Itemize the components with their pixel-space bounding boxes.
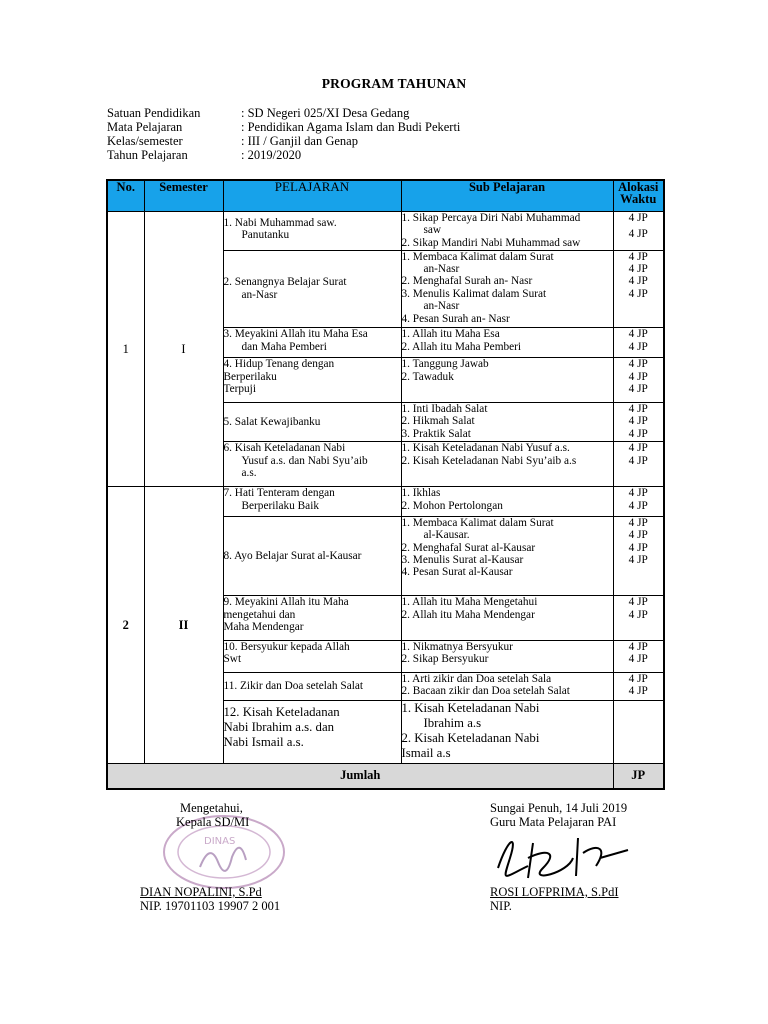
sub-line: 1. Allah itu Maha Esa xyxy=(401,328,500,341)
sub-cell xyxy=(401,212,613,251)
header-no: No. xyxy=(107,180,144,212)
group-semester: II xyxy=(144,487,223,763)
sub-line: an-Nasr xyxy=(423,262,460,275)
sub-line: Ismail a.s xyxy=(401,746,451,761)
group-number: 2 xyxy=(107,487,144,763)
lesson-line: Nabi Ismail a.s. xyxy=(223,735,304,750)
jp-value: 4 JP xyxy=(628,487,648,500)
sub-cell xyxy=(401,328,613,358)
sub-cell xyxy=(401,640,613,672)
lesson-line: Yusuf a.s. dan Nabi Syu’aib xyxy=(241,454,368,467)
jp-value: 4 JP xyxy=(628,287,648,300)
info-label: Satuan Pendidikan xyxy=(107,106,201,120)
sig-right-line2: Guru Mata Pelajaran PAI xyxy=(490,815,617,829)
jp-value: 4 JP xyxy=(628,608,648,621)
lesson-cell xyxy=(223,640,401,672)
sub-line: 2. Allah itu Maha Mendengar xyxy=(401,608,535,621)
jp-value: 4 JP xyxy=(628,275,648,288)
lesson-line: 11. Zikir dan Doa setelah Salat xyxy=(223,680,363,693)
lesson-cell xyxy=(223,516,401,596)
lesson-line: 6. Kisah Keteladanan Nabi xyxy=(223,442,346,455)
sig-left-name: DIAN NOPALINI, S.Pd xyxy=(140,885,262,899)
sub-line: al-Kausar. xyxy=(423,529,470,542)
lesson-cell xyxy=(223,701,401,764)
jp-value: 4 JP xyxy=(628,250,648,263)
jp-value: 4 JP xyxy=(628,553,648,566)
sig-left-line1: Mengetahui, xyxy=(180,801,243,815)
sig-right-name: ROSI LOFPRIMA, S.PdI xyxy=(490,885,619,899)
lesson-line: Nabi Ibrahim a.s. dan xyxy=(223,720,335,735)
lesson-line: dan Maha Pemberi xyxy=(241,340,327,353)
jp-value: 4 JP xyxy=(628,685,648,698)
jp-value: 4 JP xyxy=(628,499,648,512)
header-pelajaran: PELAJARAN xyxy=(223,180,401,212)
lesson-line: Berperilaku xyxy=(223,370,277,383)
sig-right-line1: Sungai Penuh, 14 Juli 2019 xyxy=(490,801,628,815)
signature-left xyxy=(140,801,280,913)
sub-cell xyxy=(401,442,613,487)
info-row xyxy=(107,106,460,120)
jp-value: 4 JP xyxy=(628,402,648,415)
jp-cell xyxy=(613,596,664,640)
jp-cell xyxy=(613,672,664,700)
sub-line: 2. Kisah Keteladanan Nabi Syu’aib a.s xyxy=(401,454,577,467)
sub-cell xyxy=(401,250,613,328)
signature-right xyxy=(490,801,627,913)
program-table xyxy=(106,179,665,790)
info-block xyxy=(107,106,460,162)
sub-cell xyxy=(401,358,613,402)
jp-value: 4 JP xyxy=(628,262,648,275)
lesson-line: 9. Meyakini Allah itu Maha xyxy=(223,596,349,609)
jp-value: 4 JP xyxy=(628,415,648,428)
sub-line: 3. Menulis Kalimat dalam Surat xyxy=(401,287,547,300)
jp-cell xyxy=(613,640,664,672)
sub-line: 2. Sikap Mandiri Nabi Muhammad saw xyxy=(401,236,581,249)
jp-value: 4 JP xyxy=(628,328,648,341)
table-row xyxy=(107,487,664,516)
jp-cell xyxy=(613,442,664,487)
info-row xyxy=(107,134,460,148)
sub-cell xyxy=(401,596,613,640)
info-label: Tahun Pelajaran xyxy=(107,148,188,162)
jp-cell xyxy=(613,358,664,402)
lesson-cell xyxy=(223,358,401,402)
sub-cell xyxy=(401,487,613,516)
sub-line: 2. Kisah Keteladanan Nabi xyxy=(401,731,540,746)
jp-value: 4 JP xyxy=(628,516,648,529)
jp-value: 4 JP xyxy=(628,672,648,685)
sub-line: 1. Ikhlas xyxy=(401,487,441,500)
sub-line: 1. Allah itu Maha Mengetahui xyxy=(401,596,538,609)
jp-value: 4 JP xyxy=(628,427,648,440)
sub-line: 1. Inti Ibadah Salat xyxy=(401,402,488,415)
jp-value: 4 JP xyxy=(628,340,648,353)
lesson-cell xyxy=(223,487,401,516)
jp-value: 4 JP xyxy=(628,370,648,383)
sub-line: an-Nasr xyxy=(423,300,460,313)
sub-line: 2. Allah itu Maha Pemberi xyxy=(401,340,522,353)
jp-cell xyxy=(613,250,664,328)
lesson-cell xyxy=(223,402,401,441)
sub-line: 4. Pesan Surah an- Nasr xyxy=(401,312,510,325)
jp-cell xyxy=(613,212,664,251)
sub-line: 2. Menghafal Surat al-Kausar xyxy=(401,541,536,554)
total-label: Jumlah xyxy=(107,763,613,789)
total-value: JP xyxy=(613,763,664,789)
header-sub-pelajaran: Sub Pelajaran xyxy=(401,180,613,212)
sub-line: 1. Tanggung Jawab xyxy=(401,358,489,371)
group-semester: I xyxy=(144,212,223,487)
jp-cell xyxy=(613,328,664,358)
sub-line: 2. Hikmah Salat xyxy=(401,415,475,428)
lesson-cell xyxy=(223,250,401,328)
sub-line: 3. Praktik Salat xyxy=(401,427,471,440)
table-header-row xyxy=(107,180,664,212)
lesson-line: 10. Bersyukur kepada Allah xyxy=(223,640,350,653)
lesson-line: 2. Senangnya Belajar Surat xyxy=(223,276,347,289)
group-number: 1 xyxy=(107,212,144,487)
jp-value: 4 JP xyxy=(628,454,648,467)
jp-value: 4 JP xyxy=(628,640,648,653)
sub-cell xyxy=(401,672,613,700)
info-value: : III / Ganjil dan Genap xyxy=(241,134,358,148)
sig-right-nip: NIP. xyxy=(490,899,512,913)
lesson-cell xyxy=(223,596,401,640)
sub-line: 1. Arti zikir dan Doa setelah Sala xyxy=(401,672,552,685)
lesson-line: an-Nasr xyxy=(241,288,278,301)
info-value: : Pendidikan Agama Islam dan Budi Pekerti xyxy=(241,120,461,134)
sub-line: 2. Mohon Pertolongan xyxy=(401,499,503,512)
header-semester: Semester xyxy=(144,180,223,212)
jp-value: 4 JP xyxy=(628,529,648,542)
lesson-cell xyxy=(223,672,401,700)
lesson-line: Panutanku xyxy=(241,229,290,242)
lesson-cell xyxy=(223,212,401,251)
jp-value: 4 JP xyxy=(628,541,648,554)
jp-cell xyxy=(613,516,664,596)
lesson-line: Maha Mendengar xyxy=(223,621,304,634)
sig-left-nip: NIP. 19701103 19907 2 001 xyxy=(140,899,281,913)
jp-value: 4 JP xyxy=(628,596,648,609)
sub-line: 1. Kisah Keteladanan Nabi Yusuf a.s. xyxy=(401,442,570,455)
lesson-line: Berperilaku Baik xyxy=(241,499,319,512)
jp-value: 4 JP xyxy=(628,442,648,455)
lesson-line: a.s. xyxy=(241,466,257,479)
header-alokasi-waktu: Alokasi Waktu xyxy=(613,180,664,212)
table-row xyxy=(107,212,664,251)
total-row xyxy=(107,763,664,789)
sub-cell xyxy=(401,516,613,596)
sub-line: 3. Menulis Surat al-Kausar xyxy=(401,553,524,566)
lesson-line: 7. Hati Tenteram dengan xyxy=(223,487,335,500)
sub-line: 1. Membaca Kalimat dalam Surat xyxy=(401,516,554,529)
sub-line: 2. Menghafal Surah an- Nasr xyxy=(401,275,533,288)
jp-value: 4 JP xyxy=(628,358,648,371)
jp-value: 4 JP xyxy=(628,383,648,396)
sub-cell xyxy=(401,402,613,441)
lesson-cell xyxy=(223,328,401,358)
info-value: : 2019/2020 xyxy=(241,148,302,162)
sub-line: 1. Nikmatnya Bersyukur xyxy=(401,640,513,653)
info-value: : SD Negeri 025/XI Desa Gedang xyxy=(241,106,410,120)
sub-line: 1. Sikap Percaya Diri Nabi Muhammad xyxy=(401,212,581,224)
lesson-line: mengetahui dan xyxy=(223,608,296,621)
jp-value: 4 JP xyxy=(628,653,648,666)
jp-cell xyxy=(613,701,664,764)
stamp-text: DINAS xyxy=(204,836,236,847)
lesson-line: Terpuji xyxy=(223,383,256,396)
info-row xyxy=(107,120,460,134)
jp-cell xyxy=(613,402,664,441)
lesson-line: Swt xyxy=(223,653,242,666)
document-title: PROGRAM TAHUNAN xyxy=(321,76,467,91)
lesson-cell xyxy=(223,442,401,487)
sub-line: Ibrahim a.s xyxy=(423,716,482,731)
info-row xyxy=(107,148,460,162)
sub-cell xyxy=(401,701,613,764)
sig-left-line2: Kepala SD/MI xyxy=(176,815,250,829)
lesson-line: 8. Ayo Belajar Surat al-Kausar xyxy=(223,549,362,562)
lesson-line: 5. Salat Kewajibanku xyxy=(223,415,321,428)
lesson-line: 3. Meyakini Allah itu Maha Esa xyxy=(223,328,368,341)
sub-line: 2. Tawaduk xyxy=(401,370,454,383)
lesson-line: 4. Hidup Tenang dengan xyxy=(223,358,335,371)
sub-line: 2. Sikap Bersyukur xyxy=(401,653,489,666)
jp-cell xyxy=(613,487,664,516)
info-label: Mata Pelajaran xyxy=(107,120,183,134)
info-label: Kelas/semester xyxy=(107,134,183,148)
sub-line: 1. Membaca Kalimat dalam Surat xyxy=(401,250,554,263)
lesson-line: 1. Nabi Muhammad saw. xyxy=(223,217,337,229)
sub-line: 1. Kisah Keteladanan Nabi xyxy=(401,701,540,716)
sub-line: saw xyxy=(423,224,442,237)
sub-line: 4. Pesan Surat al-Kausar xyxy=(401,566,513,579)
lesson-line: 12. Kisah Keteladanan xyxy=(223,705,340,720)
sub-line: 2. Bacaan zikir dan Doa setelah Salat xyxy=(401,685,570,698)
jp-value: 4 JP xyxy=(628,212,648,224)
jp-value: 4 JP xyxy=(628,228,648,241)
